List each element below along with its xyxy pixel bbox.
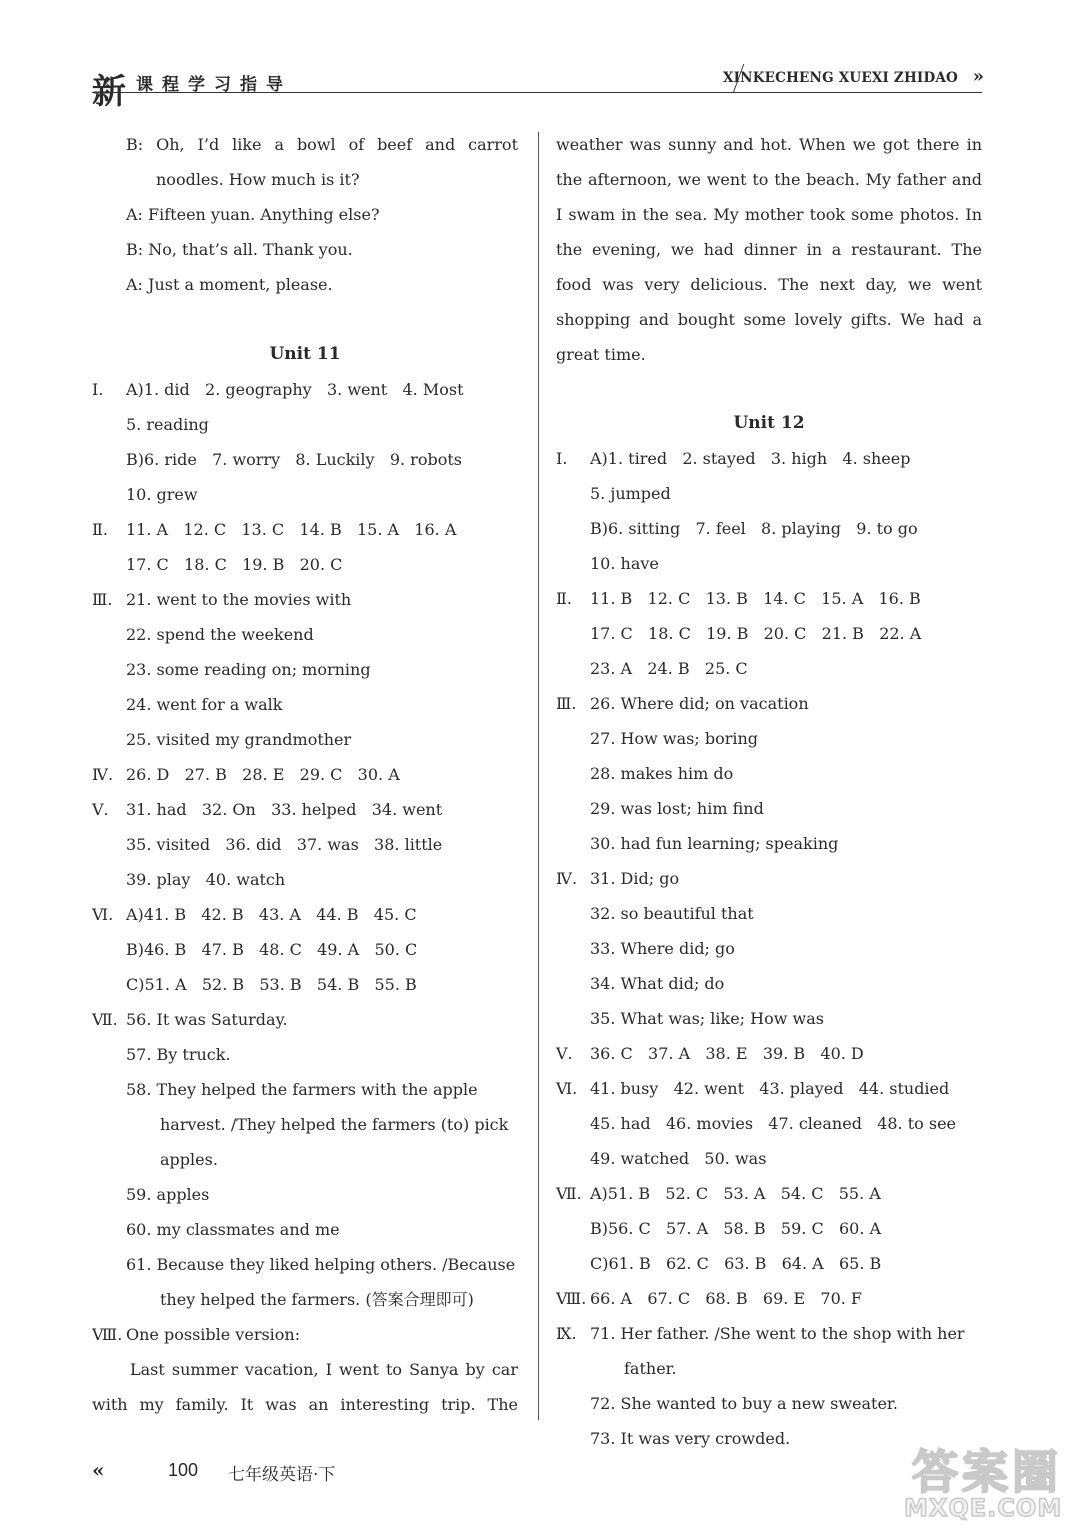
section-numeral: Ⅳ.	[556, 869, 578, 888]
answer-line	[92, 442, 518, 477]
answer-line	[556, 861, 982, 896]
answer-line	[92, 477, 518, 512]
answer-text: 66. A 67. C 68. B 69. E 70. F	[590, 1289, 863, 1308]
answer-line	[556, 581, 982, 616]
essay-line: I swam in the sea. My mother took some photos. In	[556, 205, 982, 224]
answer-text: 17. C 18. C 19. B 20. C 21. B 22. A	[590, 624, 922, 643]
page-number: 100	[168, 1460, 199, 1480]
answer-line	[92, 687, 518, 722]
header-pinyin-title: XINKECHENG XUEXI ZHIDAO	[722, 70, 958, 86]
answer-text: 73. It was very crowded.	[590, 1429, 791, 1448]
answer-text: they helped the farmers. (答案合理即可)	[160, 1290, 474, 1309]
answer-line	[556, 651, 982, 686]
brand-logo: 新	[92, 72, 124, 112]
answer-text: 25. visited my grandmother	[126, 730, 352, 749]
answer-line	[556, 896, 982, 931]
answer-line	[92, 967, 518, 1002]
answer-line	[92, 617, 518, 652]
section-numeral: Ⅰ.	[92, 380, 104, 399]
essay-line: great time.	[556, 345, 646, 364]
unit-11-answers	[92, 372, 518, 1352]
answer-line	[556, 546, 982, 581]
answer-text: 11. B 12. C 13. B 14. C 15. A 16. B	[590, 589, 921, 608]
answer-text: B)46. B 47. B 48. C 49. A 50. C	[126, 940, 418, 959]
section-numeral: Ⅱ.	[556, 589, 572, 608]
answer-line	[556, 1211, 982, 1246]
essay-line: food was very delicious. The next day, we went	[556, 275, 982, 294]
answer-text: 41. busy 42. went 43. played 44. studied	[590, 1079, 950, 1098]
section-numeral: Ⅶ.	[556, 1184, 582, 1203]
answer-line	[92, 407, 518, 442]
answer-text: 58. They helped the farmers with the apple	[126, 1080, 478, 1099]
answer-line	[556, 1281, 982, 1316]
answer-line	[556, 1316, 982, 1351]
header-title: 课程学习指导	[136, 75, 292, 95]
answer-line	[556, 511, 982, 546]
section-numeral: Ⅷ.	[92, 1325, 123, 1344]
section-numeral: Ⅴ.	[92, 800, 109, 819]
section-numeral: Ⅳ.	[92, 765, 114, 784]
answer-text: 27. How was; boring	[590, 729, 759, 748]
left-column	[92, 127, 518, 1422]
answer-text: 60. my classmates and me	[126, 1220, 340, 1239]
answer-line	[92, 372, 518, 407]
dialogue-line: A: Just a moment, please.	[126, 275, 333, 294]
answer-line	[92, 1177, 518, 1212]
right-column	[556, 127, 982, 1456]
unit-12-answers	[556, 441, 982, 1456]
answer-text: 72. She wanted to buy a new sweater.	[590, 1394, 898, 1413]
watermark-site-text: MXQE.COM	[904, 1494, 1063, 1522]
essay-line: weather was sunny and hot. When we got there in	[556, 135, 982, 154]
answer-line	[92, 512, 518, 547]
answer-line	[556, 931, 982, 966]
answer-text: 61. Because they liked helping others. /Because	[126, 1255, 516, 1274]
answer-line	[92, 722, 518, 757]
essay-line: the evening, we had dinner in a restaurant. The	[556, 240, 982, 259]
answer-text: A)41. B 42. B 43. A 44. B 45. C	[126, 905, 417, 924]
column-divider	[538, 132, 539, 1420]
answer-text: 28. makes him do	[590, 764, 734, 783]
answer-text: harvest. /They helped the farmers (to) pick	[160, 1115, 509, 1134]
answer-text: 35. visited 36. did 37. was 38. little	[126, 835, 443, 854]
answer-line	[92, 1142, 518, 1177]
answer-text: 57. By truck.	[126, 1045, 231, 1064]
answer-text: 5. jumped	[590, 484, 671, 503]
answer-text: 10. have	[590, 554, 659, 573]
answer-text: 22. spend the weekend	[126, 625, 314, 644]
answer-line	[556, 1071, 982, 1106]
answer-text: B)6. ride 7. worry 8. Luckily 9. robots	[126, 450, 462, 469]
watermark	[898, 1436, 1068, 1526]
double-chevron-left-icon: «	[92, 1458, 105, 1482]
answer-text: 31. Did; go	[590, 869, 680, 888]
answer-text: 24. went for a walk	[126, 695, 283, 714]
answer-text: A)1. tired 2. stayed 3. high 4. sheep	[590, 449, 911, 468]
answer-line	[92, 932, 518, 967]
answer-text: A)51. B 52. C 53. A 54. C 55. A	[590, 1184, 881, 1203]
answer-text: C)61. B 62. C 63. B 64. A 65. B	[590, 1254, 882, 1273]
section-numeral: Ⅲ.	[92, 590, 113, 609]
answer-line	[556, 756, 982, 791]
answer-text: 30. had fun learning; speaking	[590, 834, 839, 853]
answer-line	[92, 1107, 518, 1142]
answer-text: 56. It was Saturday.	[126, 1010, 288, 1029]
answer-line	[556, 686, 982, 721]
watermark-logo-text: 答案圈	[912, 1445, 1062, 1499]
book-title: 七年级英语·下	[228, 1465, 336, 1485]
answer-text: father.	[624, 1359, 677, 1378]
section-numeral: Ⅵ.	[92, 905, 114, 924]
answer-text: 21. went to the movies with	[126, 590, 352, 609]
answer-text: 35. What was; like; How was	[590, 1009, 824, 1028]
dialogue-line: B: No, that’s all. Thank you.	[126, 240, 353, 259]
answer-text: 49. watched 50. was	[590, 1149, 767, 1168]
answer-text: 29. was lost; him find	[590, 799, 764, 818]
answer-line	[556, 1246, 982, 1281]
answer-text: 31. had 32. On 33. helped 34. went	[126, 800, 443, 819]
answer-line	[556, 826, 982, 861]
answer-line	[92, 547, 518, 582]
answer-line	[556, 721, 982, 756]
unit-11-title: Unit 11	[269, 344, 341, 364]
unit-12-title: Unit 12	[733, 413, 805, 433]
answer-line	[92, 862, 518, 897]
essay-line: the afternoon, we went to the beach. My father and	[556, 170, 982, 189]
answer-line	[92, 757, 518, 792]
answer-text: 33. Where did; go	[590, 939, 735, 958]
answer-line	[92, 1282, 518, 1317]
answer-line	[556, 1001, 982, 1036]
answer-text: 10. grew	[126, 485, 198, 504]
double-chevron-right-icon: »	[972, 66, 984, 87]
answer-line	[92, 1247, 518, 1282]
answer-text: 5. reading	[126, 415, 209, 434]
section-numeral: Ⅸ.	[556, 1324, 577, 1343]
answer-text: C)51. A 52. B 53. B 54. B 55. B	[126, 975, 417, 994]
answer-text: B)6. sitting 7. feel 8. playing 9. to go	[590, 519, 918, 538]
answer-line	[556, 966, 982, 1001]
answer-line	[92, 1002, 518, 1037]
answer-text: 45. had 46. movies 47. cleaned 48. to see	[590, 1114, 957, 1133]
dialogue-line: noodles. How much is it?	[156, 170, 360, 189]
answer-line	[92, 792, 518, 827]
answer-text: 32. so beautiful that	[590, 904, 754, 923]
answer-text: 39. play 40. watch	[126, 870, 286, 889]
answer-line	[92, 897, 518, 932]
answer-text: 11. A 12. C 13. C 14. B 15. A 16. A	[126, 520, 457, 539]
dialogue-line: A: Fifteen yuan. Anything else?	[126, 205, 380, 224]
answer-text: 26. Where did; on vacation	[590, 694, 809, 713]
dialogue-line: B: Oh, I’d like a bowl of beef and carrot	[126, 135, 518, 154]
section-numeral: Ⅷ.	[556, 1289, 587, 1308]
answer-text: apples.	[160, 1150, 218, 1169]
answer-line	[92, 652, 518, 687]
answer-text: 71. Her father. /She went to the shop with her	[590, 1324, 965, 1343]
answer-line	[92, 582, 518, 617]
answer-text: B)56. C 57. A 58. B 59. C 60. A	[590, 1219, 882, 1238]
answer-line	[556, 1106, 982, 1141]
answer-text: 17. C 18. C 19. B 20. C	[126, 555, 343, 574]
answer-line	[556, 1036, 982, 1071]
answer-line	[556, 616, 982, 651]
answer-line	[556, 1141, 982, 1176]
answer-text: One possible version:	[126, 1325, 301, 1344]
answer-line	[556, 791, 982, 826]
section-numeral: Ⅵ.	[556, 1079, 578, 1098]
section-numeral: Ⅶ.	[92, 1010, 118, 1029]
answer-line	[92, 1212, 518, 1247]
section-numeral: Ⅴ.	[556, 1044, 573, 1063]
answer-text: 34. What did; do	[590, 974, 725, 993]
essay-line: shopping and bought some lovely gifts. We had a	[556, 310, 982, 329]
essay-line: Last summer vacation, I went to Sanya by car	[130, 1360, 518, 1379]
answer-line	[556, 476, 982, 511]
answer-line	[556, 1176, 982, 1211]
section-numeral: Ⅰ.	[556, 449, 568, 468]
answer-line	[92, 827, 518, 862]
answer-line	[92, 1317, 518, 1352]
answer-line	[556, 1351, 982, 1386]
answer-text: 23. some reading on; morning	[126, 660, 371, 679]
answer-line	[556, 441, 982, 476]
header-rule	[92, 92, 982, 93]
answer-line	[92, 1072, 518, 1107]
section-numeral: Ⅱ.	[92, 520, 108, 539]
answer-text: A)1. did 2. geography 3. went 4. Most	[126, 380, 464, 399]
answer-line	[92, 1037, 518, 1072]
essay-line: with my family. It was an interesting trip. The	[92, 1395, 518, 1414]
answer-text: 59. apples	[126, 1185, 210, 1204]
answer-text: 23. A 24. B 25. C	[590, 659, 748, 678]
answer-text: 36. C 37. A 38. E 39. B 40. D	[590, 1044, 864, 1063]
section-numeral: Ⅲ.	[556, 694, 577, 713]
answer-line	[556, 1386, 982, 1421]
answer-text: 26. D 27. B 28. E 29. C 30. A	[126, 765, 400, 784]
